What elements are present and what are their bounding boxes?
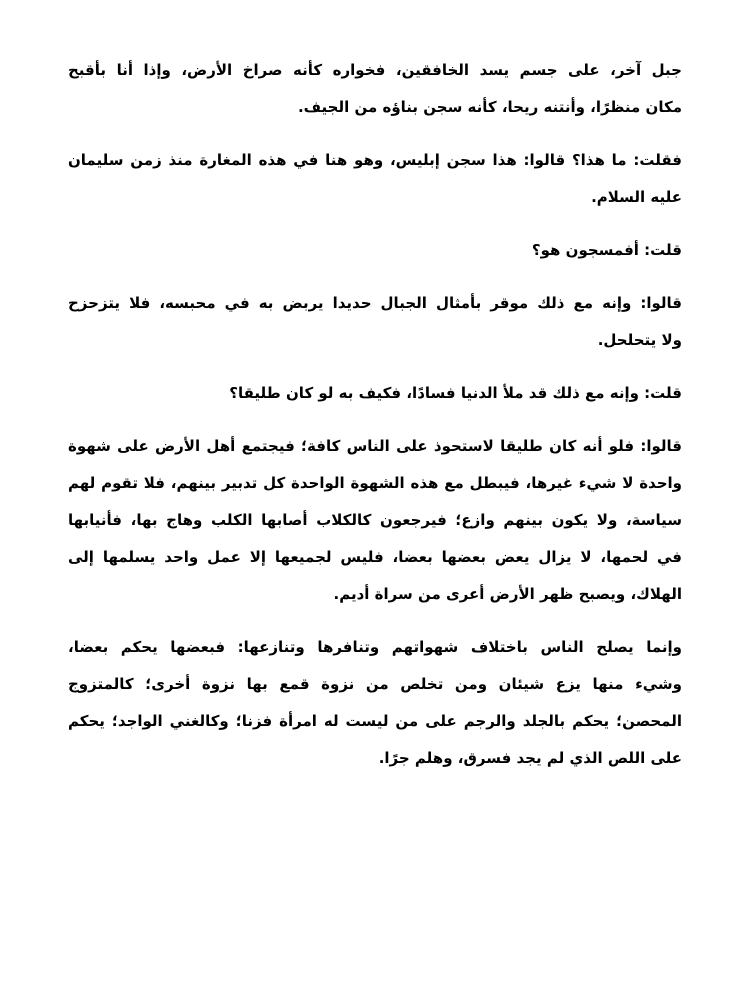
text-line: المحصن؛ يحكم بالجلد والرجم على من ليست له امرأة فزنا؛ وكالغني الواجد؛ يحكم <box>68 712 682 730</box>
paragraph-7 <box>68 629 682 777</box>
text-line: قلت: وإنه مع ذلك قد ملأ الدنيا فسادًا، فكيف به لو كان طليقا؟ <box>229 384 682 402</box>
paragraph-4 <box>68 285 682 359</box>
paragraph-3 <box>68 232 682 269</box>
text-line: مكان منظرًا، وأنتنه ريحا، كأنه سجن بناؤه من الجيف. <box>297 98 682 116</box>
paragraph-5 <box>68 375 682 412</box>
text-line: وإنما يصلح الناس باختلاف شهواتهم وتنافرها وتنازعها: فبعضها يحكم بعضا، <box>68 638 682 656</box>
document-page <box>68 52 682 793</box>
text-line: سياسة، ولا يكون بينهم وازع؛ فيرجعون كالكلاب أصابها الكلب وهاج بها، فأنيابها <box>68 511 682 529</box>
text-line: قلت: أفمسجون هو؟ <box>531 241 682 259</box>
text-line: قالوا: فلو أنه كان طليقا لاستحوذ على الناس كافة؛ فيجتمع أهل الأرض على شهوة <box>68 437 682 455</box>
text-line: عليه السلام. <box>591 188 682 206</box>
text-line: الهلاك، ويصبح ظهر الأرض أعرى من سراة أديم. <box>333 585 682 603</box>
text-line: واحدة لا شيء غيرها، فيبطل مع هذه الشهوة الواحدة كل تدبير بينهم، فلا تقوم لهم <box>68 474 682 492</box>
paragraph-1 <box>68 52 682 126</box>
text-line: في لحمها، لا يزال يعض بعضها بعضا، فليس لجميعها إلا عمل واحد يسلمها إلى <box>68 548 682 566</box>
text-line: فقلت: ما هذا؟ قالوا: هذا سجن إبليس، وهو هنا في هذه المغارة منذ زمن سليمان <box>68 151 682 169</box>
text-line: جبل آخر، على جسم يسد الخافقين، فخواره كأنه صراخ الأرض، وإذا أنا بأقبح <box>68 61 682 79</box>
paragraph-6 <box>68 428 682 613</box>
paragraph-2 <box>68 142 682 216</box>
text-line: على اللص الذي لم يجد فسرق، وهلم جرًا. <box>378 749 682 767</box>
text-line: وشيء منها يزع شيئان ومن تخلص من نزوة قمع بها نزوة أخرى؛ كالمتزوج <box>68 675 682 693</box>
text-line: ولا يتحلحل. <box>597 331 682 349</box>
text-line: قالوا: وإنه مع ذلك موقر بأمثال الجبال حديدا يربض به في محبسه، فلا يتزحزح <box>68 294 682 312</box>
